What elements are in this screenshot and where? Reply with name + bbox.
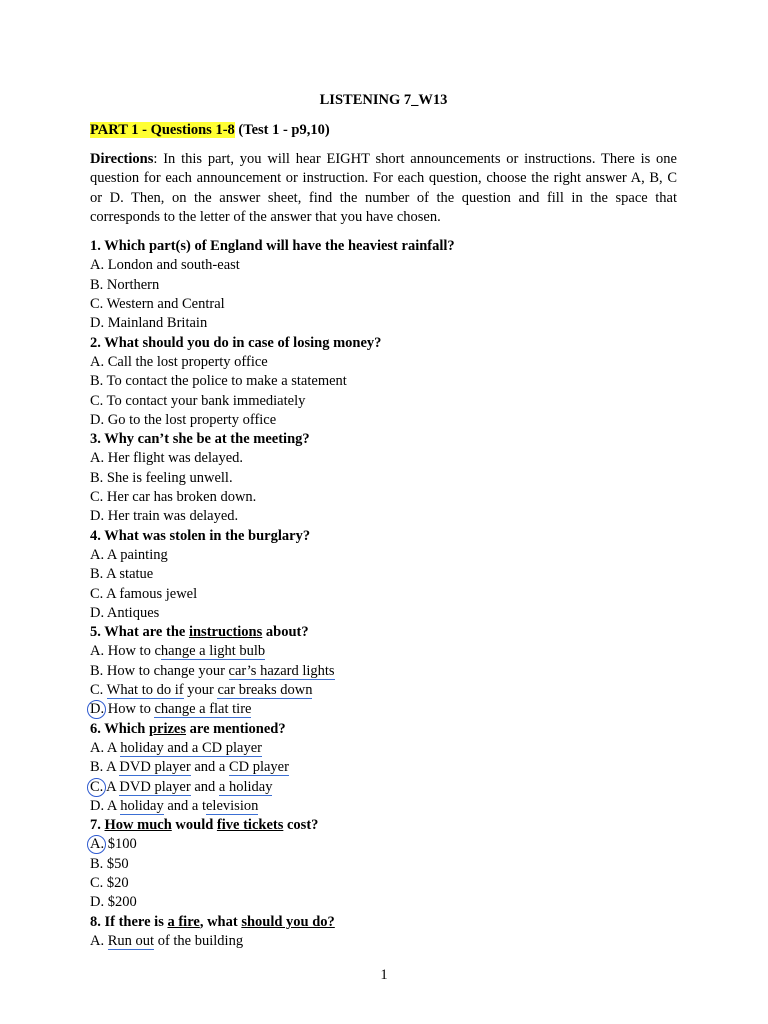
q5-option-d	[90, 700, 677, 719]
document-page	[90, 90, 677, 951]
option-underline: DVD player	[119, 778, 191, 795]
option-text: C. A	[90, 778, 120, 795]
question-3: 3. Why can’t she be at the meeting?	[90, 431, 310, 448]
q4-option-c: C. A famous jewel	[90, 585, 198, 602]
option-underline: a holiday	[218, 778, 273, 795]
option-underline: car breaks down	[217, 682, 313, 699]
q8-option-a	[90, 932, 677, 951]
q4-option-d: D. Antiques	[90, 604, 160, 621]
q5-text-end: about?	[262, 624, 309, 641]
question-5	[90, 623, 677, 642]
q1-option-a: A. London and south-east	[90, 257, 240, 274]
q3-option-b: B. She is feeling unwell.	[90, 469, 233, 486]
question-2: 2. What should you do in case of losing money?	[90, 334, 382, 351]
document-title: LISTENING 7_W13	[319, 92, 448, 108]
q6-option-b	[90, 758, 677, 777]
q6-option-a	[90, 739, 677, 758]
q2-option-c: C. To contact your bank immediately	[90, 392, 306, 409]
q5-option-b	[90, 662, 677, 681]
option-underline: CD player	[228, 759, 289, 776]
page-number: 1	[380, 967, 388, 983]
q3-option-d: D. Her train was delayed.	[90, 508, 239, 525]
directions-label: Directions	[90, 151, 154, 167]
answer-circle-mark	[87, 778, 106, 797]
option-text: your	[183, 682, 218, 699]
option-text: and a t	[163, 797, 206, 814]
q7-underlined: five tickets	[216, 817, 284, 834]
option-text: D. How to	[90, 701, 155, 718]
q7-option-b: B. $50	[90, 855, 129, 872]
question-7	[90, 816, 677, 835]
q2-option-b: B. To contact the police to make a statement	[90, 373, 347, 390]
question-8	[90, 913, 677, 932]
option-text: A. A	[90, 739, 121, 756]
q7-option-d: D. $200	[90, 894, 137, 911]
q4-option-a: A. A painting	[90, 546, 168, 563]
q2-option-d: D. Go to the lost property office	[90, 411, 277, 428]
q7-text: 7.	[90, 817, 105, 834]
q7-option-c: C. $20	[90, 874, 129, 891]
directions	[90, 150, 677, 227]
question-6	[90, 720, 677, 739]
question-4: 4. What was stolen in the burglary?	[90, 527, 311, 544]
option-text: and a	[190, 759, 229, 776]
option-text: D. A	[90, 797, 121, 814]
option-underline: change a flat tire	[154, 701, 252, 718]
part-highlight: PART 1 - Questions 1-8	[90, 122, 235, 138]
q3-option-a: A. Her flight was delayed.	[90, 450, 244, 467]
q6-option-d	[90, 797, 677, 816]
option-text: B. A	[90, 759, 120, 776]
q5-option-a	[90, 642, 677, 661]
option-underline: elevision	[206, 797, 259, 814]
option-underline: car’s hazard lights	[228, 662, 335, 679]
q1-option-d: D. Mainland Britain	[90, 315, 208, 332]
option-text: B. How to change your	[90, 662, 229, 679]
part-rest: (Test 1 - p9,10)	[234, 122, 330, 138]
directions-text: : In this part, you will hear EIGHT short announcements or instructions. There is one question for each announcement or instruction. For each question, choose the right answer A, B, C or D. Then, on the answer sheet, find the number of the question and fill in the space that corresponds to the letter of the answer that you have chosen.	[90, 151, 677, 225]
part-heading	[90, 120, 677, 140]
q7-text-end: cost?	[283, 817, 319, 834]
q2-option-a: A. Call the lost property office	[90, 353, 268, 370]
option-underline: What to do if	[106, 682, 184, 699]
option-text: A. $100	[90, 836, 137, 853]
q5-underlined: instructions	[188, 624, 263, 641]
q7-text: would	[171, 817, 217, 834]
option-text: C.	[90, 682, 107, 699]
q6-text: 6. Which	[90, 720, 149, 737]
option-text: and	[190, 778, 219, 795]
q8-underlined: should you do?	[241, 913, 335, 930]
option-text: A. How to c	[90, 643, 161, 660]
q8-text: 8. If there is	[90, 913, 168, 930]
q4-option-b: B. A statue	[90, 566, 154, 583]
q6-option-c	[90, 778, 677, 797]
q1-option-c: C. Western and Central	[90, 296, 225, 313]
option-underline: holiday and a CD player	[120, 739, 262, 756]
q5-text: 5. What are the	[90, 624, 189, 641]
option-underline: holiday	[120, 797, 164, 814]
q7-option-a	[90, 835, 677, 854]
option-underline: Run out	[107, 932, 155, 949]
q6-underlined: prizes	[148, 720, 187, 737]
option-underline: DVD player	[119, 759, 191, 776]
q7-underlined: How much	[104, 817, 172, 834]
option-underline: hange a light bulb	[160, 643, 266, 660]
q3-option-c: C. Her car has broken down.	[90, 489, 257, 506]
q8-text: , what	[199, 913, 242, 930]
q1-option-b: B. Northern	[90, 276, 160, 293]
option-text: of the building	[154, 932, 244, 949]
q6-text-end: are mentioned?	[186, 720, 286, 737]
question-1: 1. Which part(s) of England will have the heaviest rainfall?	[90, 238, 455, 255]
option-text: A.	[90, 932, 108, 949]
q5-option-c	[90, 681, 677, 700]
q8-underlined: a fire	[167, 913, 200, 930]
